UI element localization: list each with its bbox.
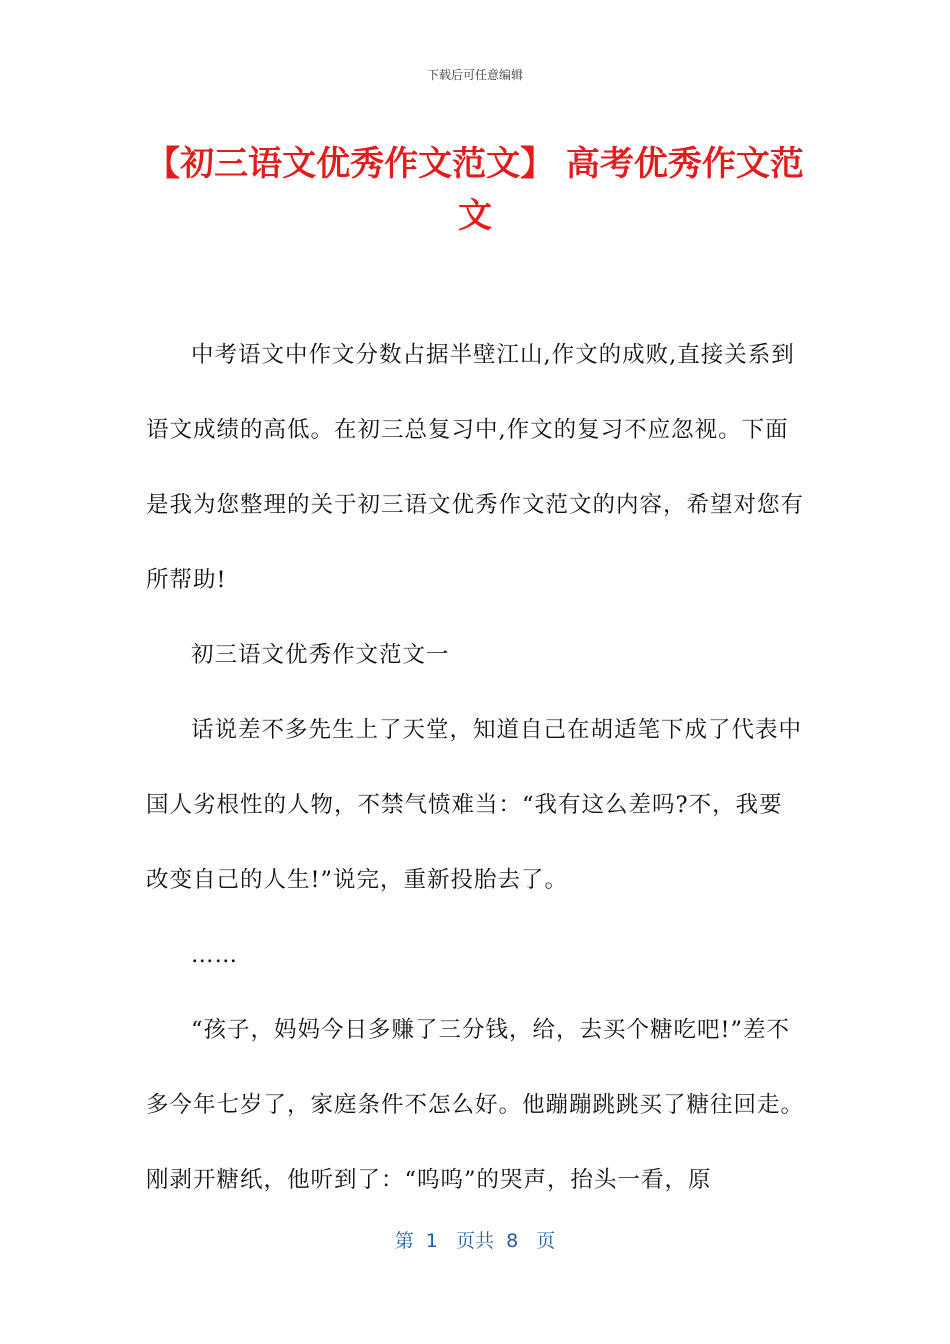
paragraph-section-heading: 初三语文优秀作文范文一 — [191, 642, 450, 668]
page-number-footer: 第 1 页共 8 页 — [394, 1230, 556, 1252]
document-body — [146, 318, 806, 1218]
paragraph-story-continued: “孩子，妈妈今日多赚了三分钱，给，去买个糖吃吧!”差不多今年七岁了，家庭条件不怎么好。他蹦蹦跳跳买了糖往回走。刚剥开糖纸，他听到了：“呜呜”的哭声，抬头一看，原 — [146, 1017, 805, 1193]
header-note: 下载后可任意编辑 — [426, 68, 523, 82]
paragraph-intro: 中考语文中作文分数占据半壁江山,作文的成败,直接关系到语文成绩的高低。在初三总复习中,作文的复习不应忽视。下面是我为您整理的关于初三语文优秀作文范文的内容，希望对您有所帮助! — [146, 342, 805, 593]
paragraph-story-opening: 话说差不多先生上了天堂，知道自己在胡适笔下成了代表中国人劣根性的人物，不禁气愤难当：“我有这么差吗?不，我要改变自己的人生!”说完，重新投胎去了。 — [146, 717, 803, 893]
document-title: 【初三语文优秀作文范文】 高考优秀作文范文 — [146, 144, 804, 236]
paragraph-ellipsis: …… — [191, 942, 238, 968]
